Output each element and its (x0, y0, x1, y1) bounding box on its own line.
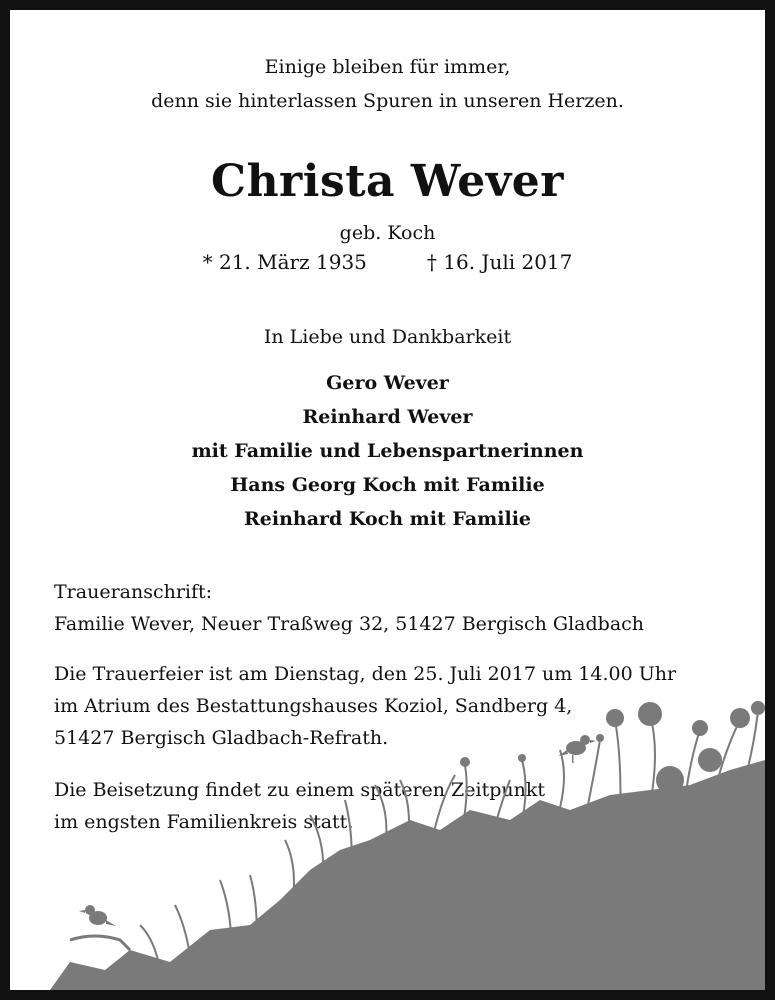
mourning-address (54, 576, 644, 640)
funeral-line: im Atrium des Bestattungshauses Koziol, Sandberg 4, (54, 695, 573, 717)
funeral-line: 51427 Bergisch Gladbach-Refrath. (54, 727, 389, 749)
birth-date: * 21. März 1935 (202, 250, 367, 274)
quote-line: Einige bleiben für immer, (264, 56, 511, 78)
bird-icon (79, 905, 116, 926)
quote-line: denn sie hinterlassen Spuren in unseren Herzen. (151, 90, 624, 112)
memorial-quote (10, 50, 765, 118)
bird-icon (558, 735, 596, 763)
mourner-name: Reinhard Wever (302, 406, 473, 428)
mourner-name: Reinhard Koch mit Familie (243, 508, 532, 530)
maiden-name: geb. Koch (339, 222, 436, 244)
life-dates (10, 250, 765, 274)
death-date: † 16. Juli 2017 (426, 250, 573, 274)
burial-line: Die Beisetzung findet zu einem späteren Zeitpunkt (54, 779, 545, 801)
deceased-name: Christa Wever (211, 156, 564, 207)
dedication-line: In Liebe und Dankbarkeit (263, 326, 512, 348)
mourner-name: mit Familie und Lebenspartnerinnen (191, 440, 584, 462)
mourners-list (10, 366, 765, 536)
mourner-name: Gero Wever (326, 372, 449, 394)
meadow-silhouette (10, 700, 765, 990)
address-line: Familie Wever, Neuer Traßweg 32, 51427 Bergisch Gladbach (54, 613, 645, 635)
mourner-name: Hans Georg Koch mit Familie (230, 474, 545, 496)
burial-line: im engsten Familienkreis statt. (54, 811, 354, 833)
funeral-line: Die Trauerfeier ist am Dienstag, den 25. Juli 2017 um 14.00 Uhr (54, 663, 677, 685)
address-label: Traueranschrift: (54, 581, 213, 603)
